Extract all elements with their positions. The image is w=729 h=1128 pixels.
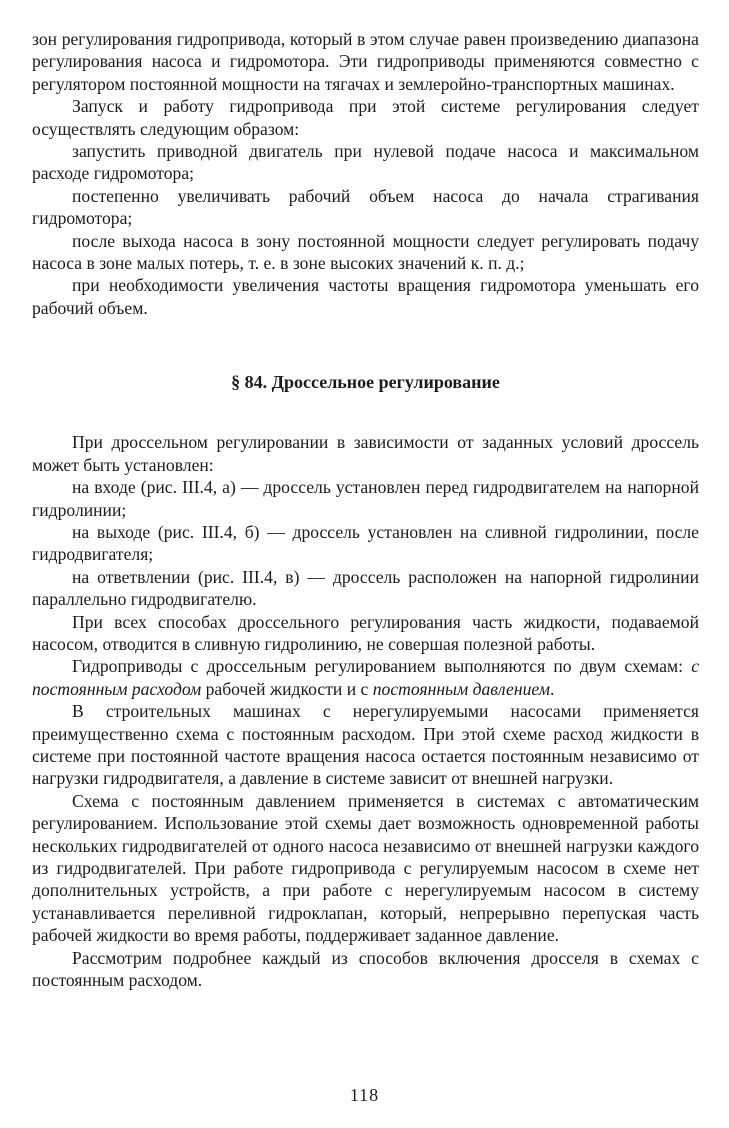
paragraph-continued: зон регулирования гидропривода, который в этом случае равен произведению диапазона регулирования насоса и гидромотора. Эти гидроприводы применяются совместно с регулятором постоянной мощности на тягачах и землеройно-транспортных машинах. [32,29,699,94]
list-item-reduce-volume: при необходимости увеличения частоты вращения гидромотора уменьшать его рабочий объем. [32,275,699,318]
two-schemes-text-a: Гидроприводы с дроссельным регулированием выполняются по двум схемам: [72,656,692,677]
paragraph-construction-machines: В строительных машинах с нерегулируемыми насосами применяется преимущественно схема с постоянным расходом. При этой схеме расход жидкости в системе при постоянной частоте вращения насоса остается постоянным независимо от нагрузки гидродвигателя, а давление в системе зависит от внешней нагрузки. [32,701,699,789]
term-constant-flow: с постоянным расходом [32,656,699,699]
list-item-regulate-feed: после выхода насоса в зону постоянной мощности следует регулировать подачу насоса в зоне малых потерь, т. е. в зоне высоких значений к. п. д.; [32,230,699,274]
list-item-start-engine: запустить приводной двигатель при нулевой подаче насоса и максимальном расходе гидромотора; [32,141,699,184]
paragraph-losses: При всех способах дроссельного регулирования часть жидкости, подаваемой насосом, отводится в сливную гидролинию, не совершая полезной работы. [32,611,699,654]
section-heading: § 84. Дроссельное регулирование [231,372,500,393]
paragraph-two-schemes [32,655,699,700]
list-item-branch: на ответвлении (рис. III.4, в) — дроссель расположен на напорной гидролинии параллельно гидродвигателю. [32,566,699,610]
term-constant-pressure: постоянным давлением [372,678,550,699]
page-number: 118 [349,1085,380,1105]
two-schemes-text-e: . [549,678,555,699]
list-item-increase-volume: постепенно увеличивать рабочий объем насоса до начала страгивания гидромотора; [32,185,699,229]
paragraph-closing: Рассмотрим подробнее каждый из способов включения дросселя в схемах с постоянным расходом. [32,947,699,991]
list-item-inlet: на входе (рис. III.4, а) — дроссель установлен перед гидродвигателем на напорной гидролинии; [32,477,699,520]
paragraph-startup-procedure: Запуск и работу гидропривода при этой системе регулирования следует осуществлять следующим образом: [32,96,699,139]
paragraph-throttle-intro: При дроссельном регулировании в зависимости от заданных условий дроссель может быть установлен: [32,432,699,475]
list-item-outlet: на выходе (рис. III.4, б) — дроссель установлен на сливной гидролинии, после гидродвигателя; [32,521,699,565]
two-schemes-text-c: рабочей жидкости и с [201,678,373,699]
paragraph-constant-pressure: Схема с постоянным давлением применяется в системах с автоматическим регулированием. Использование этой схемы дает возможность одновременной работы нескольких гидродвигателей от одного насоса независимо от внешней нагрузки каждого из гидродвигателей. При работе гидропривода с регулируемым насосом в схеме нет дополнительных устройств, а при работе с нерегулируемым насосом в систему устанавливается переливной гидроклапан, который, непрерывно перепуская часть рабочей жидкости во время работы, поддерживает заданное давление. [32,790,699,946]
